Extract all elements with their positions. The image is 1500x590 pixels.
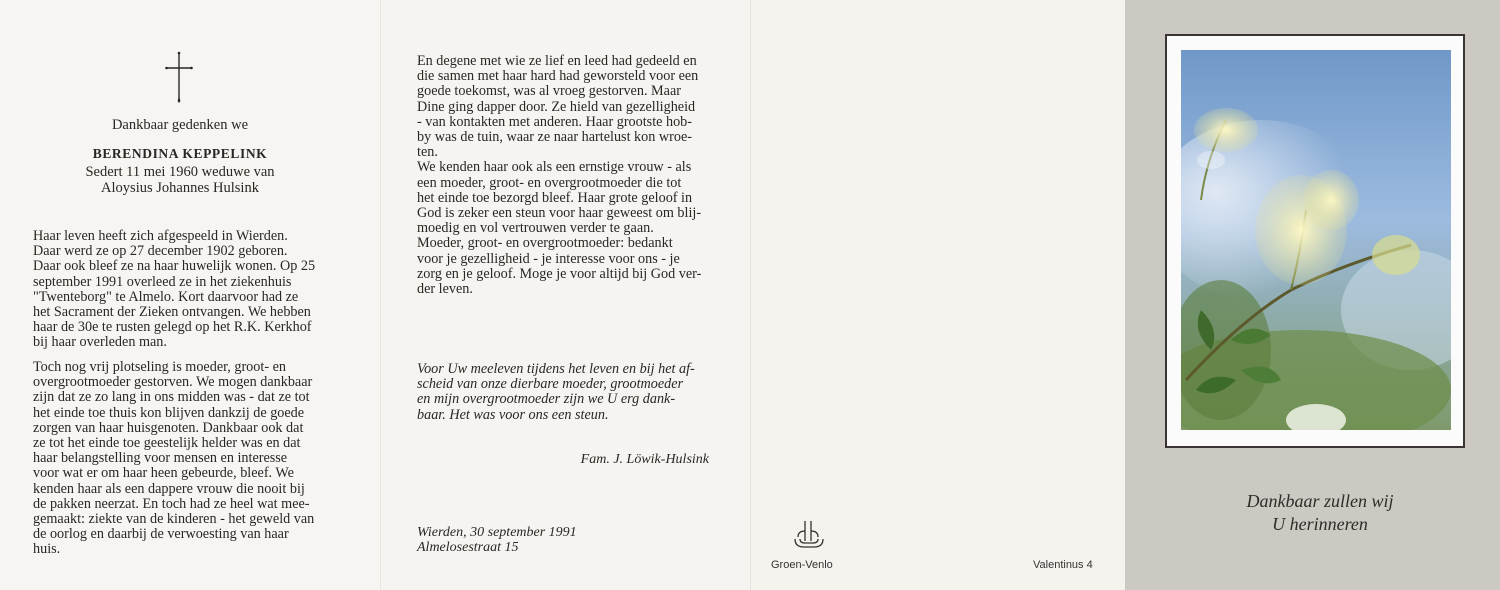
left-panel [0,0,380,590]
photo-frame [1165,34,1465,448]
motto-line-2: U herinneren [1272,514,1368,534]
middle-panel [380,0,750,590]
continuation-paragraph: En degene met wie ze lief en leed had gedeeld en die samen met haar hard had geworsteld voor een goede toekomst, was al vroeg gestorven. Maar Dine ging dapper door. Ze hield van gezelligheid - van kontakten met anderen. Haar grootste hob- by was de tuin, waar ze naar hartelust kon wroe- ten. We kenden haar ook als een ernstige vrouw - als een moeder, groot- en overgrootmoeder die tot het einde toe bezorgd bleef. Haar grote geloof in God is zeker een steun voor haar geweest om blij- moedig en vol vertrouwen verder te gaan. Moeder, groot- en overgrootmoeder: bedankt voor je gezelligheid - je interesse voor ons - je zorg en je geloof. Moge je voor altijd bij God ver- der leven. [417,53,702,298]
motto-line-1: Dankbaar zullen wij [1246,491,1394,511]
back-panel [750,0,1125,590]
life-paragraph: Haar leven heeft zich afgespeeld in Wierden. Daar werd ze op 27 december 1902 geboren. Daar ook bleef ze na haar huwelijk wonen. Op 25 september 1991 overleed ze in het ziekenhuis "Twenteborg" te Almelo. Kort daarvoor had ze het Sacrament der Zieken ontvangen. We hebben haar de 30e te rusten gelegd op het R.K. Kerkhof bij haar overleden man. [33,228,316,351]
series-label: Valentinus 4 [1033,559,1093,571]
publisher-name: Groen-Venlo [771,559,833,571]
thanks-paragraph: Voor Uw meeleven tijdens het leven en bij het af- scheid van onze dierbare moeder, grootmoeder en mijn overgrootmoeder zijn we U erg dank- baar. Het was voor ons een steun. [417,361,695,423]
widow-since: Sedert 11 mei 1960 weduwe van [85,164,275,180]
flower-photo [1181,50,1451,430]
place-date: Wierden, 30 september 1991 [417,525,577,540]
remembrance-paragraph: Toch nog vrij plotseling is moeder, groot- en overgrootmoeder gestorven. We mogen dankbaar zijn dat ze zo lang in ons midden was - dat ze tot het einde toe thuis kon blijven dankzij de goede zorgen van haar huisgenoten. Dankbaar ook dat ze tot het einde toe geestelijk helder was en dat haar belangstelling voor mensen en interesse voor wat er om haar heen gebeurde, bleef. We kenden haar als een dappere vrouw die nooit bij de pakken neerzat. En toch had ze heel wat mee- gemaakt: ziekte van de kinderen - het geweld van de oorlog en daarbij de verwoesting van haar huis. [33,359,315,558]
address: Almelosestraat 15 [417,540,519,555]
deceased-name: BERENDINA KEPPELINK [92,146,268,161]
publisher-logo-icon [791,517,827,551]
cover-panel [1125,0,1500,590]
motto [1205,490,1435,536]
place-and-address [417,525,577,555]
family-signature: Fam. J. Löwik-Hulsink [580,452,709,467]
husband-name: Aloysius Johannes Hulsink [101,180,259,196]
cross-icon [163,50,195,104]
greeting: Dankbaar gedenken we [111,117,249,133]
